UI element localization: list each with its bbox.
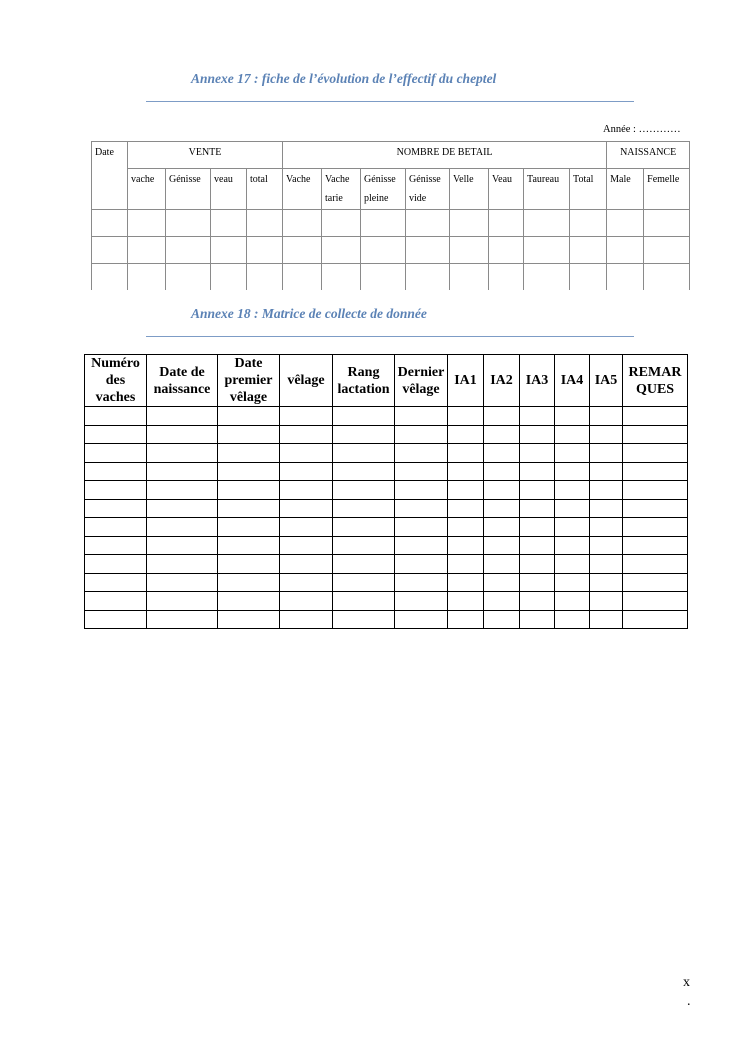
t2-cell[interactable] <box>280 518 333 537</box>
t2-cell[interactable] <box>448 425 484 444</box>
t2-cell[interactable] <box>147 610 218 629</box>
t2-cell[interactable] <box>555 499 590 518</box>
t1-cell[interactable] <box>406 264 450 291</box>
t2-cell[interactable] <box>85 499 147 518</box>
t2-cell[interactable] <box>218 610 280 629</box>
t1-cell[interactable] <box>361 237 406 264</box>
t2-cell[interactable] <box>395 610 448 629</box>
t2-cell[interactable] <box>147 573 218 592</box>
cheptel-evolution-table <box>91 141 690 290</box>
t2-cell[interactable] <box>484 425 520 444</box>
t1-cell[interactable] <box>570 264 607 291</box>
t1-cell[interactable] <box>450 237 489 264</box>
t2-cell[interactable] <box>484 573 520 592</box>
t2-row <box>85 592 688 611</box>
t2-cell[interactable] <box>590 499 623 518</box>
t1-cell[interactable] <box>322 210 361 237</box>
t1-cell[interactable] <box>570 210 607 237</box>
t2-cell[interactable] <box>333 425 395 444</box>
t2-cell[interactable] <box>280 536 333 555</box>
t2-cell[interactable] <box>333 407 395 426</box>
t1-cell[interactable] <box>211 237 247 264</box>
t1-cell[interactable] <box>524 210 570 237</box>
t1-col-header: Veau <box>489 169 524 210</box>
t1-col-header: Vache tarie <box>322 169 361 210</box>
t2-cell[interactable] <box>333 573 395 592</box>
t2-cell[interactable] <box>484 592 520 611</box>
t1-cell[interactable] <box>406 237 450 264</box>
t2-cell[interactable] <box>85 518 147 537</box>
t2-cell[interactable] <box>218 573 280 592</box>
t2-header-cell: Date premier vêlage <box>218 355 280 407</box>
t1-cell[interactable] <box>128 210 166 237</box>
t2-cell[interactable] <box>395 425 448 444</box>
t1-cell[interactable] <box>92 210 128 237</box>
t2-cell[interactable] <box>218 425 280 444</box>
t1-cell[interactable] <box>166 264 211 291</box>
t1-cell[interactable] <box>128 264 166 291</box>
t2-cell[interactable] <box>85 536 147 555</box>
t2-cell[interactable] <box>333 444 395 463</box>
t2-header-cell: Rang lactation <box>333 355 395 407</box>
t2-cell[interactable] <box>623 407 688 426</box>
t2-cell[interactable] <box>85 573 147 592</box>
t1-cell[interactable] <box>166 210 211 237</box>
t2-header-cell: IA4 <box>555 355 590 407</box>
t2-cell[interactable] <box>520 407 555 426</box>
t2-row <box>85 499 688 518</box>
t2-cell[interactable] <box>590 555 623 574</box>
t2-cell[interactable] <box>484 610 520 629</box>
t2-cell[interactable] <box>448 592 484 611</box>
t2-cell[interactable] <box>280 444 333 463</box>
t2-cell[interactable] <box>520 499 555 518</box>
t2-cell[interactable] <box>623 444 688 463</box>
t1-cell[interactable] <box>322 237 361 264</box>
t2-cell[interactable] <box>147 592 218 611</box>
t2-cell[interactable] <box>520 610 555 629</box>
t2-cell[interactable] <box>623 536 688 555</box>
t1-cell[interactable] <box>92 237 128 264</box>
t2-cell[interactable] <box>147 444 218 463</box>
t1-cell[interactable] <box>406 210 450 237</box>
t2-cell[interactable] <box>395 592 448 611</box>
t2-cell[interactable] <box>590 407 623 426</box>
t2-cell[interactable] <box>333 499 395 518</box>
t2-cell[interactable] <box>555 444 590 463</box>
t2-cell[interactable] <box>147 499 218 518</box>
t2-cell[interactable] <box>218 407 280 426</box>
t1-cell[interactable] <box>283 237 322 264</box>
t2-header-cell: Date de naissance <box>147 355 218 407</box>
t2-cell[interactable] <box>520 481 555 500</box>
t2-cell[interactable] <box>484 499 520 518</box>
t1-vente-header: VENTE <box>128 142 283 169</box>
t2-row <box>85 481 688 500</box>
t2-cell[interactable] <box>623 573 688 592</box>
t2-cell[interactable] <box>448 407 484 426</box>
t1-cell[interactable] <box>92 264 128 291</box>
t2-cell[interactable] <box>590 425 623 444</box>
t2-header-cell: REMARQUES <box>623 355 688 407</box>
t1-col-header: total <box>247 169 283 210</box>
annee-label: Année : ………… <box>603 124 681 135</box>
t2-header-cell: IA1 <box>448 355 484 407</box>
t2-cell[interactable] <box>85 555 147 574</box>
t2-cell[interactable] <box>555 462 590 481</box>
annex18-rule <box>146 336 634 337</box>
t2-cell[interactable] <box>218 555 280 574</box>
t2-cell[interactable] <box>623 462 688 481</box>
t1-cell[interactable] <box>524 264 570 291</box>
t2-cell[interactable] <box>147 462 218 481</box>
t2-cell[interactable] <box>555 481 590 500</box>
t2-cell[interactable] <box>147 518 218 537</box>
t2-cell[interactable] <box>395 536 448 555</box>
t2-cell[interactable] <box>280 499 333 518</box>
t2-cell[interactable] <box>218 462 280 481</box>
t2-cell[interactable] <box>218 592 280 611</box>
t1-cell[interactable] <box>489 210 524 237</box>
t2-cell[interactable] <box>590 518 623 537</box>
footer-x: x <box>683 975 690 990</box>
t1-cell[interactable] <box>361 210 406 237</box>
t1-row <box>92 237 690 264</box>
t2-cell[interactable] <box>520 425 555 444</box>
t2-cell[interactable] <box>520 555 555 574</box>
t1-betail-header: NOMBRE DE BETAIL <box>283 142 607 169</box>
t2-header-cell: IA2 <box>484 355 520 407</box>
t2-row <box>85 555 688 574</box>
t1-cell[interactable] <box>283 264 322 291</box>
t2-cell[interactable] <box>555 518 590 537</box>
t2-cell[interactable] <box>218 499 280 518</box>
t2-row <box>85 610 688 629</box>
t1-cell[interactable] <box>607 264 644 291</box>
t2-cell[interactable] <box>555 425 590 444</box>
t2-cell[interactable] <box>448 555 484 574</box>
t1-cell[interactable] <box>361 264 406 291</box>
t2-cell[interactable] <box>623 499 688 518</box>
t2-header-cell: IA5 <box>590 355 623 407</box>
t2-cell[interactable] <box>218 536 280 555</box>
t2-cell[interactable] <box>555 536 590 555</box>
t2-cell[interactable] <box>590 592 623 611</box>
t1-col-header: veau <box>211 169 247 210</box>
t1-cell[interactable] <box>450 264 489 291</box>
t2-cell[interactable] <box>333 518 395 537</box>
t2-cell[interactable] <box>484 536 520 555</box>
t2-cell[interactable] <box>395 444 448 463</box>
t2-cell[interactable] <box>623 518 688 537</box>
t2-cell[interactable] <box>484 462 520 481</box>
data-collection-matrix <box>84 354 688 629</box>
t2-header-cell: IA3 <box>520 355 555 407</box>
t1-cell[interactable] <box>211 264 247 291</box>
t2-cell[interactable] <box>395 555 448 574</box>
t1-row <box>92 210 690 237</box>
t1-col-header: Génisse pleine <box>361 169 406 210</box>
t2-cell[interactable] <box>520 573 555 592</box>
t2-cell[interactable] <box>555 407 590 426</box>
t2-cell[interactable] <box>85 425 147 444</box>
t2-cell[interactable] <box>484 555 520 574</box>
t2-row <box>85 536 688 555</box>
t1-cell[interactable] <box>644 237 690 264</box>
t1-col-header: Male <box>607 169 644 210</box>
t2-cell[interactable] <box>333 462 395 481</box>
t1-cell[interactable] <box>247 264 283 291</box>
t2-cell[interactable] <box>555 573 590 592</box>
t2-cell[interactable] <box>555 555 590 574</box>
t2-cell[interactable] <box>147 425 218 444</box>
t1-col-header: Génisse vide <box>406 169 450 210</box>
t2-cell[interactable] <box>280 481 333 500</box>
t2-cell[interactable] <box>280 592 333 611</box>
t1-col-header: Génisse <box>166 169 211 210</box>
t2-row <box>85 425 688 444</box>
t1-cell[interactable] <box>247 210 283 237</box>
t1-col-header: Femelle <box>644 169 690 210</box>
t1-col-header: Velle <box>450 169 489 210</box>
t2-cell[interactable] <box>448 610 484 629</box>
t1-cell[interactable] <box>644 210 690 237</box>
t2-cell[interactable] <box>520 444 555 463</box>
t2-cell[interactable] <box>147 555 218 574</box>
annex17-caption: Annexe 17 : fiche de l’évolution de l’effectif du cheptel <box>191 71 497 86</box>
t1-cell[interactable] <box>524 237 570 264</box>
annex17-rule <box>146 101 634 102</box>
t2-cell[interactable] <box>590 573 623 592</box>
t1-cell[interactable] <box>644 264 690 291</box>
t2-cell[interactable] <box>590 462 623 481</box>
t2-cell[interactable] <box>333 481 395 500</box>
t2-cell[interactable] <box>280 610 333 629</box>
t2-cell[interactable] <box>484 518 520 537</box>
t2-cell[interactable] <box>590 444 623 463</box>
t2-cell[interactable] <box>448 573 484 592</box>
t2-cell[interactable] <box>448 481 484 500</box>
t2-cell[interactable] <box>395 462 448 481</box>
t1-row <box>92 264 690 291</box>
t1-col-header: Total <box>570 169 607 210</box>
t2-cell[interactable] <box>280 555 333 574</box>
footer-dot: . <box>687 994 691 1009</box>
t2-cell[interactable] <box>448 518 484 537</box>
t2-cell[interactable] <box>333 592 395 611</box>
t2-cell[interactable] <box>395 407 448 426</box>
t2-header-cell: Dernier vêlage <box>395 355 448 407</box>
t2-cell[interactable] <box>85 462 147 481</box>
t2-cell[interactable] <box>448 536 484 555</box>
t2-cell[interactable] <box>85 610 147 629</box>
t2-header-cell: vêlage <box>280 355 333 407</box>
t2-cell[interactable] <box>218 481 280 500</box>
t2-cell[interactable] <box>280 407 333 426</box>
t1-cell[interactable] <box>247 237 283 264</box>
t2-cell[interactable] <box>85 592 147 611</box>
t2-cell[interactable] <box>448 444 484 463</box>
t2-cell[interactable] <box>484 444 520 463</box>
t2-row <box>85 444 688 463</box>
t2-cell[interactable] <box>623 592 688 611</box>
t1-col-header: Taureau <box>524 169 570 210</box>
t1-cell[interactable] <box>211 210 247 237</box>
t2-cell[interactable] <box>623 425 688 444</box>
t2-cell[interactable] <box>395 481 448 500</box>
t2-row <box>85 462 688 481</box>
t1-date-header: Date <box>92 142 128 210</box>
t2-cell[interactable] <box>484 407 520 426</box>
t1-cell[interactable] <box>607 210 644 237</box>
t2-cell[interactable] <box>280 462 333 481</box>
t2-cell[interactable] <box>85 407 147 426</box>
annex18-caption: Annexe 18 : Matrice de collecte de donnée <box>191 306 427 321</box>
t2-cell[interactable] <box>85 481 147 500</box>
t2-cell[interactable] <box>590 610 623 629</box>
t2-cell[interactable] <box>395 573 448 592</box>
t2-cell[interactable] <box>520 536 555 555</box>
t2-cell[interactable] <box>520 592 555 611</box>
t2-cell[interactable] <box>395 499 448 518</box>
t2-cell[interactable] <box>333 536 395 555</box>
t2-cell[interactable] <box>448 462 484 481</box>
t2-cell[interactable] <box>218 518 280 537</box>
t2-cell[interactable] <box>520 462 555 481</box>
t1-cell[interactable] <box>489 264 524 291</box>
t2-cell[interactable] <box>218 444 280 463</box>
t1-cell[interactable] <box>283 210 322 237</box>
t2-cell[interactable] <box>147 481 218 500</box>
t1-naissance-header: NAISSANCE <box>607 142 690 169</box>
t2-cell[interactable] <box>280 573 333 592</box>
t2-cell[interactable] <box>555 610 590 629</box>
t2-cell[interactable] <box>590 481 623 500</box>
t2-row <box>85 407 688 426</box>
t1-cell[interactable] <box>607 237 644 264</box>
t2-cell[interactable] <box>280 425 333 444</box>
t2-cell[interactable] <box>623 481 688 500</box>
t1-col-header: vache <box>128 169 166 210</box>
t2-cell[interactable] <box>590 536 623 555</box>
t2-cell[interactable] <box>448 499 484 518</box>
t1-col-header: Vache <box>283 169 322 210</box>
t2-cell[interactable] <box>484 481 520 500</box>
t2-cell[interactable] <box>395 518 448 537</box>
t1-cell[interactable] <box>128 237 166 264</box>
t2-cell[interactable] <box>623 555 688 574</box>
t2-cell[interactable] <box>623 610 688 629</box>
t2-row <box>85 518 688 537</box>
t2-cell[interactable] <box>85 444 147 463</box>
t2-header-cell: Numéro des vaches <box>85 355 147 407</box>
t1-cell[interactable] <box>166 237 211 264</box>
t1-cell[interactable] <box>570 237 607 264</box>
t2-cell[interactable] <box>333 610 395 629</box>
t2-cell[interactable] <box>520 518 555 537</box>
t2-cell[interactable] <box>555 592 590 611</box>
t1-cell[interactable] <box>450 210 489 237</box>
t2-cell[interactable] <box>147 407 218 426</box>
t2-cell[interactable] <box>333 555 395 574</box>
t2-row <box>85 573 688 592</box>
t2-cell[interactable] <box>147 536 218 555</box>
t1-cell[interactable] <box>489 237 524 264</box>
t1-cell[interactable] <box>322 264 361 291</box>
